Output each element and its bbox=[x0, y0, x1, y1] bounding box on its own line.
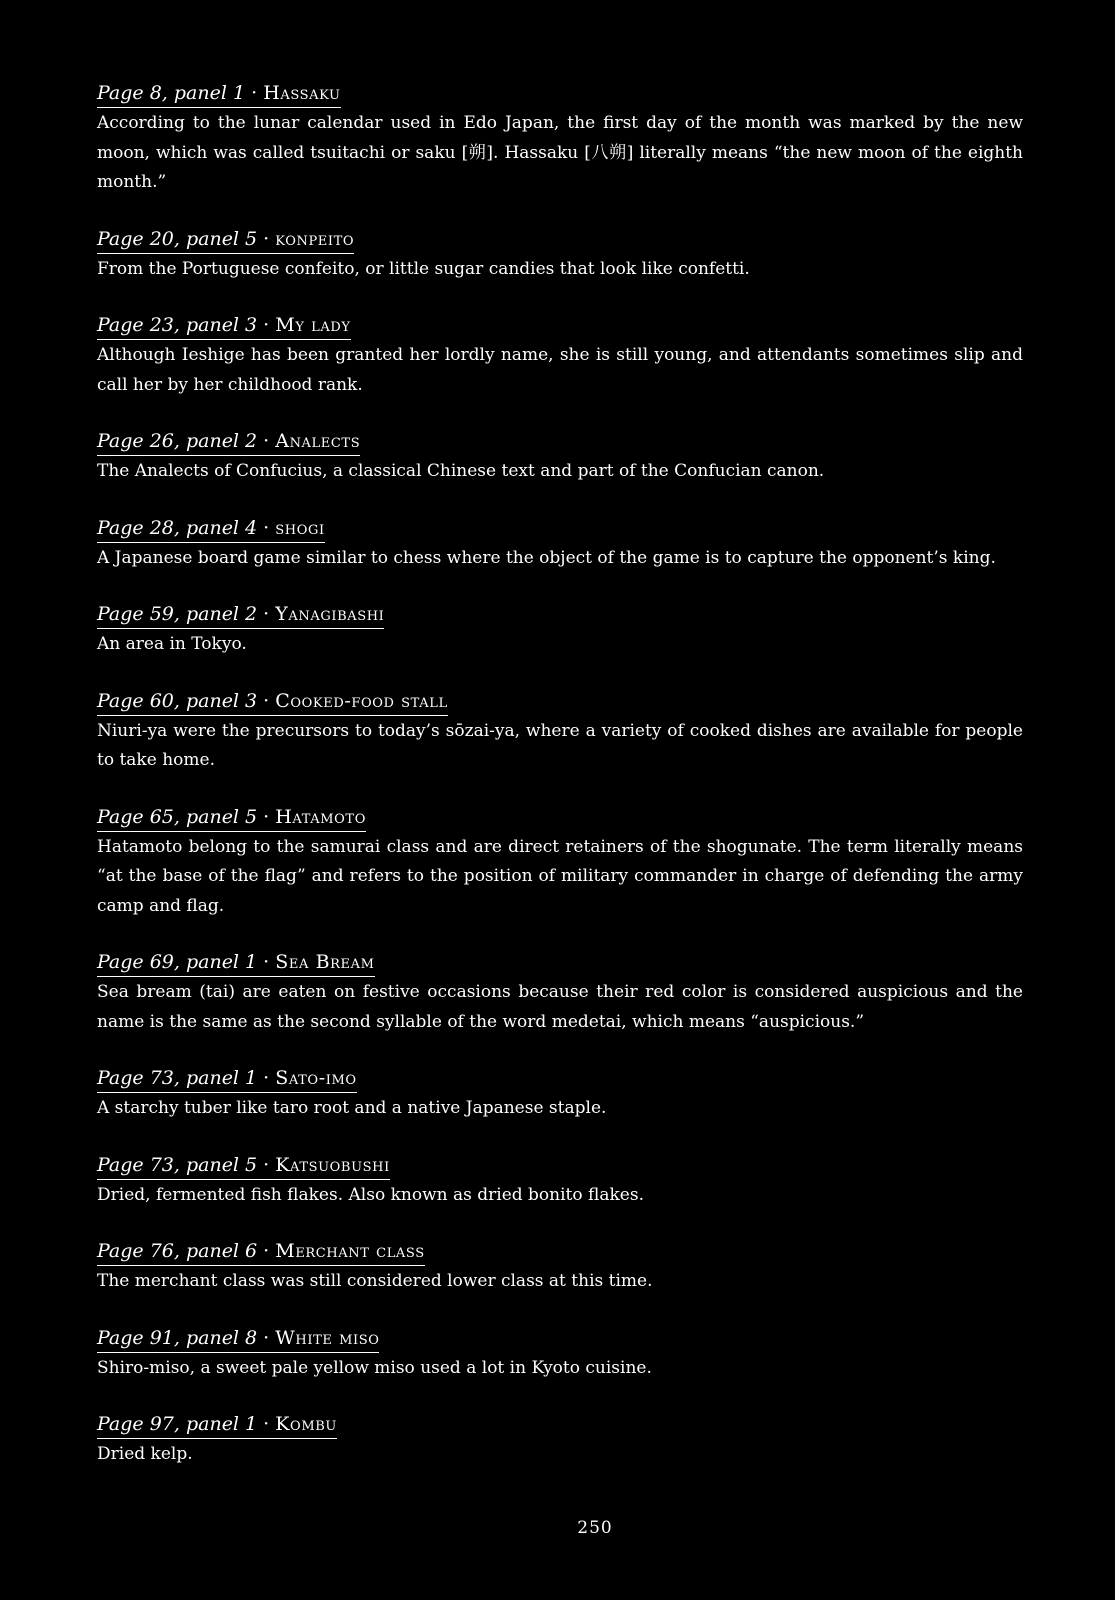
note-reference: Page 73, panel 1 bbox=[97, 1067, 258, 1089]
note-item bbox=[97, 312, 1023, 400]
note-reference: Page 69, panel 1 bbox=[97, 951, 258, 973]
note-heading: Page 69, panel 1 · Sea Bream bbox=[97, 949, 375, 977]
note-item bbox=[97, 515, 1023, 574]
note-reference: Page 65, panel 5 bbox=[97, 805, 258, 828]
translation-notes bbox=[97, 80, 1023, 1498]
note-item bbox=[97, 1325, 1023, 1384]
note-reference: Page 73, panel 5 bbox=[97, 1153, 258, 1176]
note-heading: Page 8, panel 1 · Hassaku bbox=[97, 80, 341, 108]
note-heading: Page 60, panel 3 · Cooked-food stall bbox=[97, 688, 448, 716]
note-reference: Page 97, panel 1 bbox=[97, 1413, 258, 1435]
note-term: Kombu bbox=[275, 1413, 337, 1435]
note-item bbox=[97, 1411, 1023, 1470]
note-heading: Page 76, panel 6 · Merchant class bbox=[97, 1238, 425, 1266]
note-term: White miso bbox=[275, 1326, 380, 1349]
note-heading: Page 28, panel 4 · shogi bbox=[97, 515, 325, 543]
note-reference: Page 26, panel 2 bbox=[97, 430, 258, 452]
note-body: Sea bream (tai) are eaten on festive occasions because their red color is considered auspicious and the name is the same as the second syllable of the word medetai, which means “auspicious.” bbox=[97, 982, 1023, 1032]
note-item bbox=[97, 804, 1023, 922]
note-item bbox=[97, 1065, 1023, 1124]
note-item bbox=[97, 80, 1023, 198]
note-heading: Page 91, panel 8 · White miso bbox=[97, 1325, 379, 1353]
note-term: Yanagibashi bbox=[275, 603, 385, 625]
note-item bbox=[97, 226, 1023, 285]
note-body: A starchy tuber like taro root and a native Japanese staple. bbox=[97, 1098, 607, 1118]
note-heading: Page 73, panel 5 · Katsuobushi bbox=[97, 1152, 390, 1180]
note-body: An area in Tokyo. bbox=[97, 634, 247, 654]
note-body: Niuri-ya were the precursors to today’s sōzai-ya, where a variety of cooked dishes are available for people to take home. bbox=[97, 720, 1023, 770]
note-item bbox=[97, 1238, 1023, 1297]
note-body: Shiro-miso, a sweet pale yellow miso used a lot in Kyoto cuisine. bbox=[97, 1357, 652, 1378]
note-reference: Page 8, panel 1 bbox=[97, 82, 246, 104]
note-item bbox=[97, 688, 1023, 776]
note-term: Analects bbox=[275, 430, 361, 452]
note-heading: Page 26, panel 2 · Analects bbox=[97, 428, 360, 456]
note-reference: Page 23, panel 3 bbox=[97, 314, 258, 336]
note-body: According to the lunar calendar used in Edo Japan, the first day of the month was marked by the new moon, which was called tsuitachi or saku [朔]. Hassaku [八朔] literally means “the new moon of the eighth month.” bbox=[97, 113, 1023, 192]
note-term: Hassaku bbox=[263, 82, 341, 104]
note-body: The merchant class was still considered lower class at this time. bbox=[97, 1271, 653, 1291]
note-item bbox=[97, 428, 1023, 487]
note-term: shogi bbox=[275, 516, 325, 539]
note-heading: Page 97, panel 1 · Kombu bbox=[97, 1411, 337, 1439]
note-term: My lady bbox=[275, 314, 351, 336]
note-heading: Page 20, panel 5 · konpeito bbox=[97, 226, 354, 254]
note-term: Cooked-food stall bbox=[275, 689, 448, 712]
note-reference: Page 76, panel 6 bbox=[97, 1240, 258, 1262]
page-number: 250 bbox=[577, 1518, 613, 1538]
note-heading: Page 23, panel 3 · My lady bbox=[97, 312, 351, 340]
note-item bbox=[97, 601, 1023, 660]
note-body: Dried, fermented fish flakes. Also known as dried bonito flakes. bbox=[97, 1184, 644, 1205]
note-term: Katsuobushi bbox=[275, 1153, 390, 1176]
note-reference: Page 28, panel 4 bbox=[97, 516, 258, 539]
note-term: Merchant class bbox=[275, 1240, 425, 1262]
note-term: Sea Bream bbox=[275, 951, 375, 973]
note-term: konpeito bbox=[275, 227, 355, 250]
note-term: Sato-imo bbox=[275, 1067, 357, 1089]
note-body: The Analects of Confucius, a classical Chinese text and part of the Confucian canon. bbox=[97, 461, 825, 481]
note-reference: Page 91, panel 8 bbox=[97, 1326, 258, 1349]
note-body: Although Ieshige has been granted her lordly name, she is still young, and attendants sometimes slip and call her by her childhood rank. bbox=[97, 345, 1023, 395]
note-item bbox=[97, 1152, 1023, 1211]
note-heading: Page 59, panel 2 · Yanagibashi bbox=[97, 601, 384, 629]
note-body: Dried kelp. bbox=[97, 1444, 193, 1464]
note-reference: Page 60, panel 3 bbox=[97, 689, 258, 712]
note-body: A Japanese board game similar to chess where the object of the game is to capture the opponent’s king. bbox=[97, 547, 996, 568]
note-term: Hatamoto bbox=[275, 805, 366, 828]
note-heading: Page 73, panel 1 · Sato-imo bbox=[97, 1065, 357, 1093]
note-body: Hatamoto belong to the samurai class and are direct retainers of the shogunate. The term literally means “at the base of the flag” and refers to the position of military commander in charge of defending the army camp and flag. bbox=[97, 836, 1023, 916]
note-reference: Page 59, panel 2 bbox=[97, 603, 258, 625]
note-reference: Page 20, panel 5 bbox=[97, 227, 258, 250]
note-heading: Page 65, panel 5 · Hatamoto bbox=[97, 804, 366, 832]
note-item bbox=[97, 949, 1023, 1037]
note-body: From the Portuguese confeito, or little sugar candies that look like confetti. bbox=[97, 258, 750, 279]
